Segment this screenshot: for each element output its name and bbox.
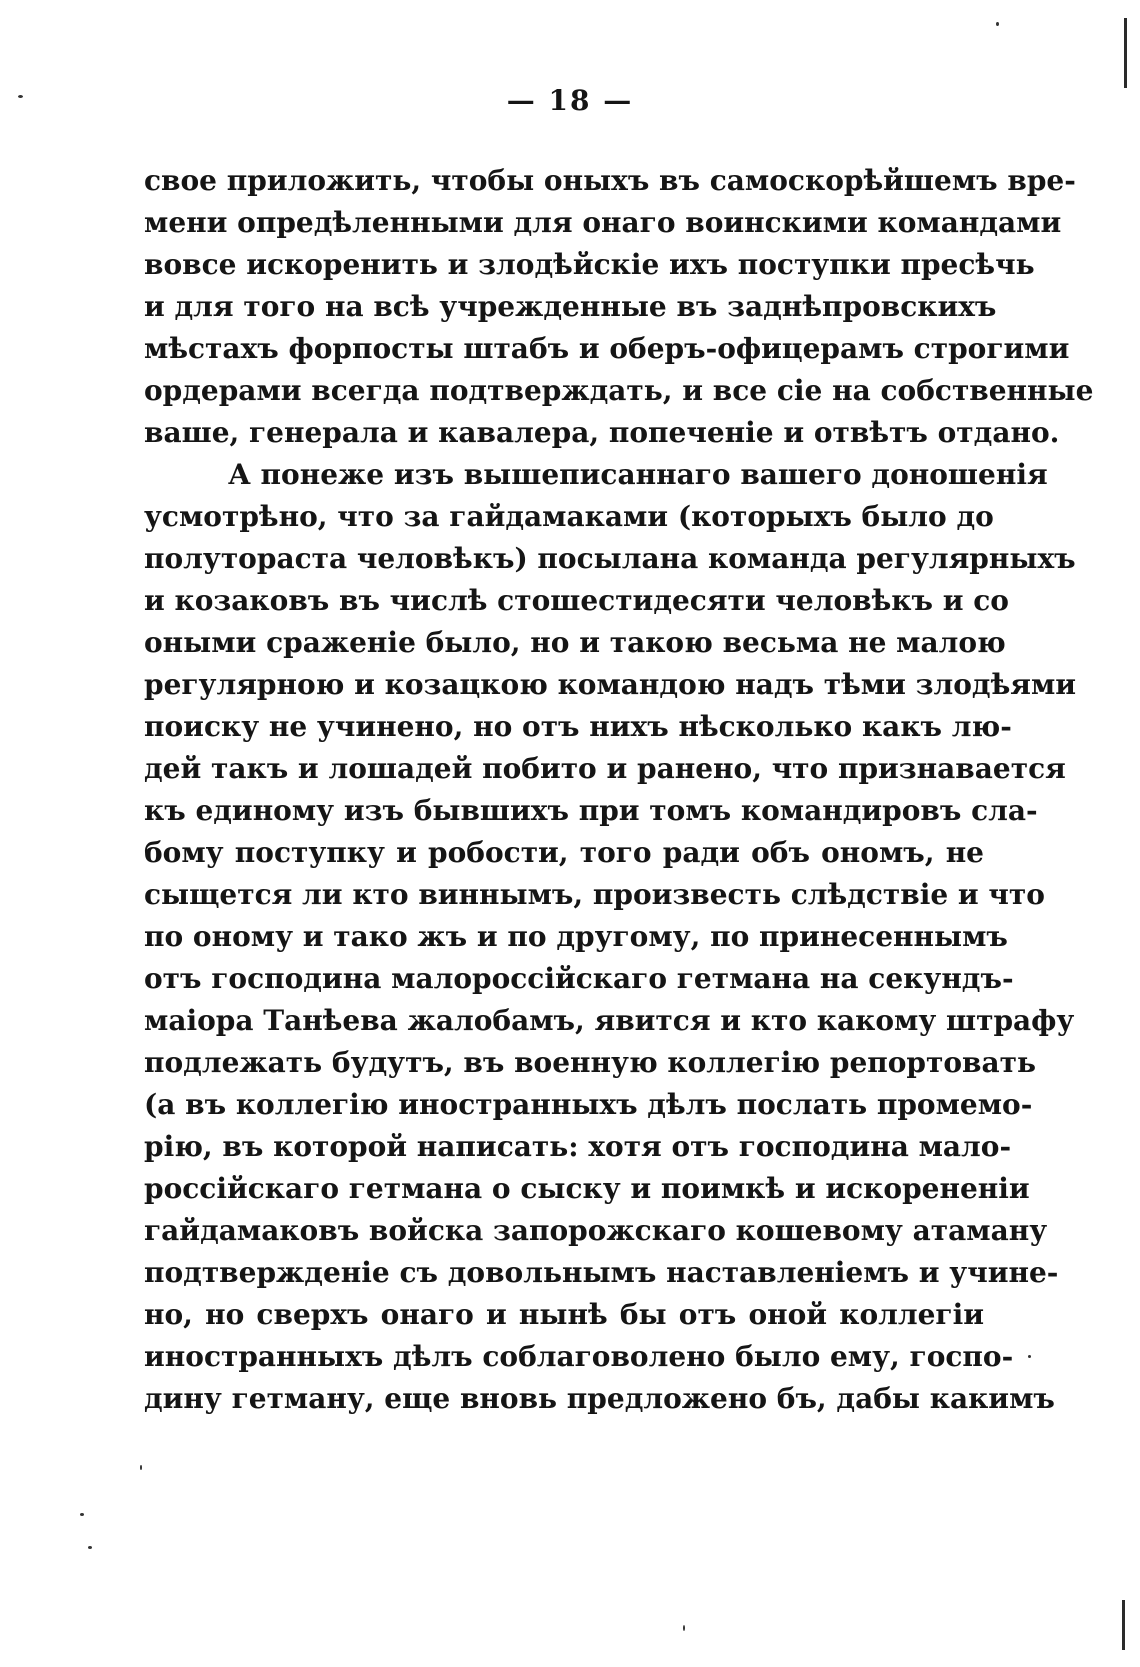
text-line: бому поступку и робости, того ради объ ономъ, не — [144, 836, 984, 869]
text-line: подтвержденіе съ довольнымъ наставленіемъ и учине- — [144, 1256, 1059, 1289]
scan-speck — [1028, 1355, 1031, 1358]
text-line: и для того на всѣ учрежденные въ заднѣпровскихъ — [144, 290, 997, 323]
scan-speck — [88, 1546, 92, 1549]
text-line: но, но сверхъ онаго и нынѣ бы отъ оной коллегіи — [144, 1298, 984, 1331]
text-line: по оному и тако жъ и по другому, по принесеннымъ — [144, 920, 1008, 953]
body-text — [144, 160, 1094, 1420]
scan-speck — [140, 1465, 142, 1470]
text-line: ордерами всегда подтверждать, и все сіе на собственные — [144, 374, 1094, 407]
scan-speck — [80, 1513, 84, 1516]
text-line: ваше, генерала и кавалера, попеченіе и отвѣтъ отдано. — [144, 416, 1060, 449]
text-line: дину гетману, еще вновь предложено бъ, дабы какимъ — [144, 1382, 1055, 1415]
text-line: вовсе искоренить и злодѣйскіе ихъ поступки пресѣчь — [144, 248, 1035, 281]
text-line: и козаковъ въ числѣ стошестидесяти человѣкъ и со — [144, 584, 1009, 617]
text-line: подлежать будутъ, въ военную коллегію репортовать — [144, 1046, 1036, 1079]
text-line: россійскаго гетмана о сыску и поимкѣ и искорененіи — [144, 1172, 1030, 1205]
text-line: иностранныхъ дѣлъ соблаговолено было ему, госпо- — [144, 1340, 1014, 1373]
text-line: мени опредѣленными для онаго воинскими командами — [144, 206, 1062, 239]
text-line: регулярною и козацкою командою надъ тѣми злодѣями — [144, 668, 1077, 701]
page-number: — 18 — — [506, 84, 634, 117]
text-line: мѣстахъ форпосты штабъ и оберъ-офицерамъ строгими — [144, 332, 1070, 365]
text-line: полутораста человѣкъ) посылана команда регулярныхъ — [144, 542, 1076, 575]
scan-speck — [18, 95, 23, 98]
text-line: дей такъ и лошадей побито и ранено, что признавается — [144, 752, 1066, 785]
text-line: усмотрѣно, что за гайдамаками (которыхъ было до — [144, 500, 994, 533]
scan-speck — [683, 1625, 685, 1631]
text-line: гайдамаковъ войска запорожскаго кошевому атаману — [144, 1214, 1048, 1247]
text-line: оными сраженіе было, но и такою весьма не малою — [144, 626, 1006, 659]
text-line: свое приложить, чтобы оныхъ въ самоскорѣйшемъ вре- — [144, 164, 1076, 197]
text-line: сыщется ли кто виннымъ, произвесть слѣдствіе и что — [144, 878, 1045, 911]
paragraph-start-line: А понеже изъ вышеписаннаго вашего доношенія — [228, 458, 1048, 491]
text-line: къ единому изъ бывшихъ при томъ командировъ сла- — [144, 794, 1038, 827]
scan-edge-mark — [1122, 1600, 1125, 1650]
text-line: поиску не учинено, но отъ нихъ нѣсколько какъ лю- — [144, 710, 1012, 743]
scan-edge-mark — [1124, 18, 1127, 88]
text-line: (а въ коллегію иностранныхъ дѣлъ послать промемо- — [144, 1088, 1033, 1121]
text-line: отъ господина малороссійскаго гетмана на секундъ- — [144, 962, 1014, 995]
scan-speck — [996, 22, 999, 26]
text-line: рію, въ которой написать: хотя отъ господина мало- — [144, 1130, 1012, 1163]
text-line: маіора Танѣева жалобамъ, явится и кто какому штрафу — [144, 1004, 1075, 1037]
